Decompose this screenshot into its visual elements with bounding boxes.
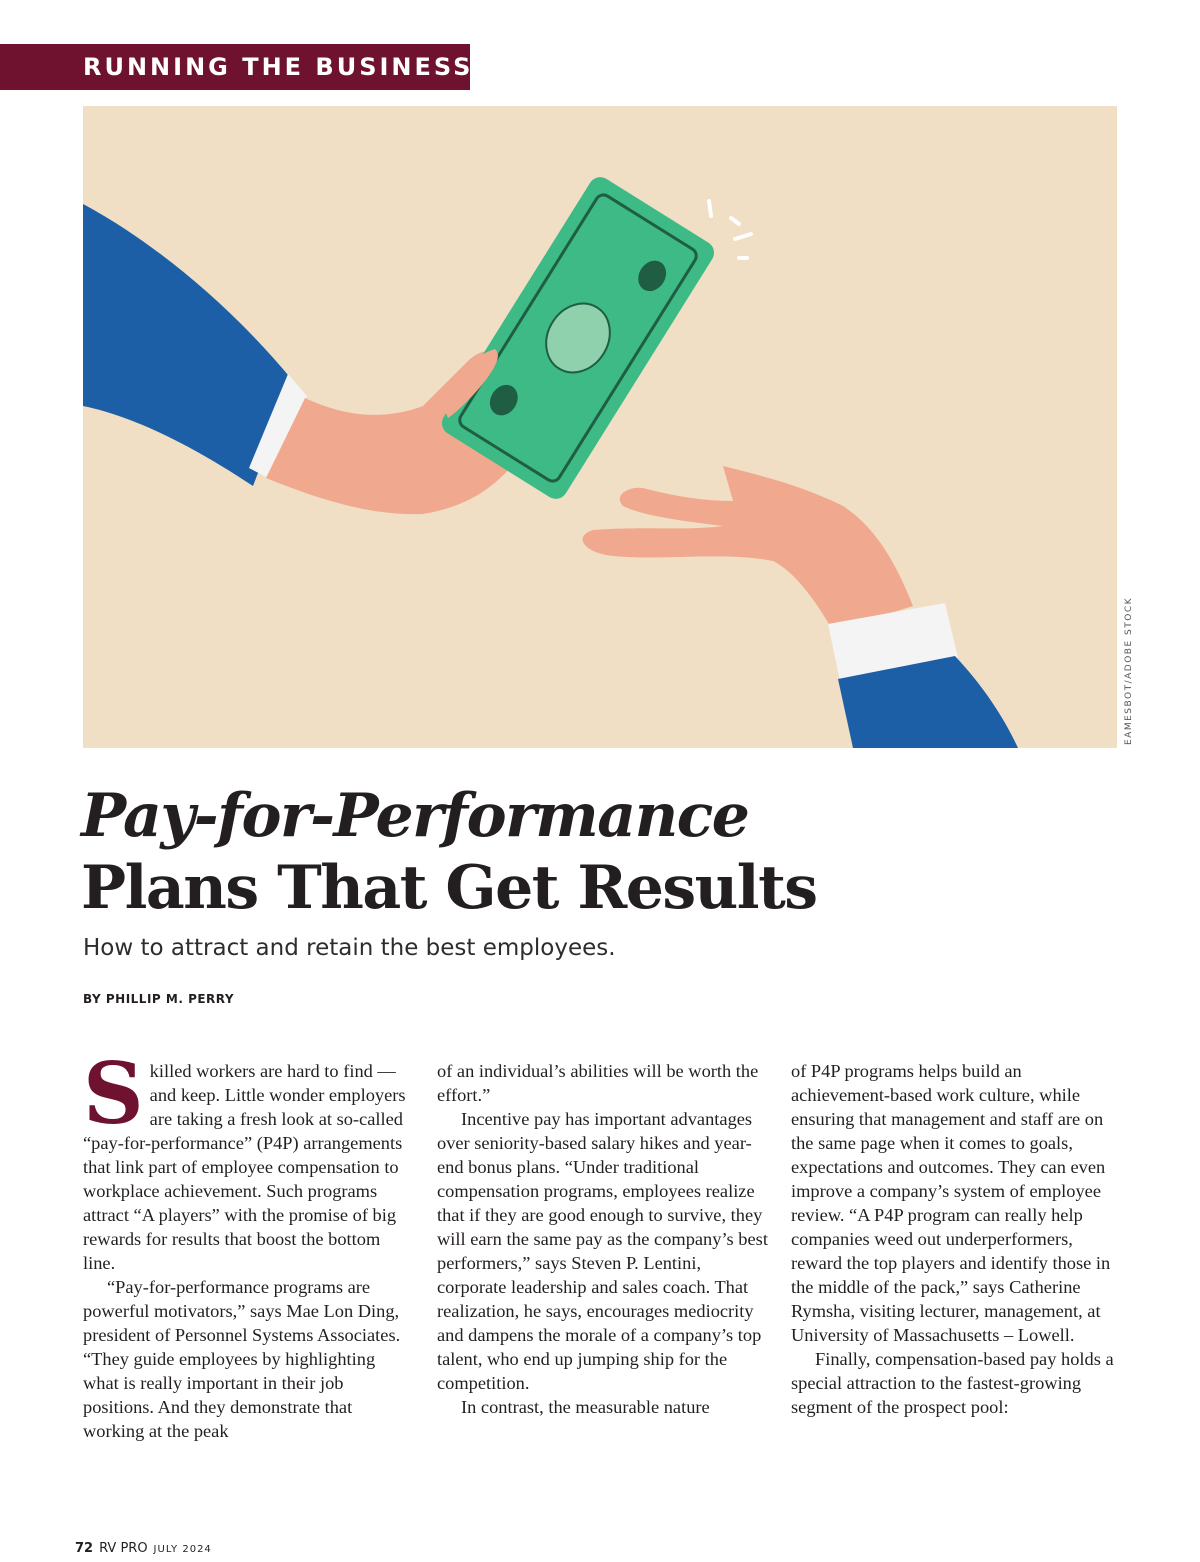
page-number: 72 [75, 1541, 94, 1556]
title-line-1: Pay-for-Performance [81, 781, 749, 851]
body-column-2 [437, 1059, 769, 1419]
paragraph-text: killed workers are hard to find — and keep. Little wonder employers are taking a fresh look at so-called “pay-for-performance” (P4P) arrangements that link part of employee compensation to workplace achievement. Such programs attract “A players” with the promise of big rewards for results that boost the bottom line. [83, 1061, 406, 1273]
body-column-1 [83, 1044, 415, 1443]
photo-credit: EAMESBOT/ADOBE STOCK [1124, 596, 1134, 745]
money-handoff-illustration [83, 106, 1117, 748]
paragraph [83, 1044, 415, 1275]
hero-illustration [83, 106, 1117, 748]
magazine-name: RV PRO [99, 1541, 148, 1556]
article-title [81, 780, 817, 924]
issue-date: JULY 2024 [153, 1544, 212, 1555]
body-column-3 [791, 1059, 1123, 1419]
paragraph: In contrast, the measurable nature [461, 1397, 710, 1417]
drop-cap: S [83, 1044, 144, 1143]
paragraph: “Pay-for-performance programs are powerful motivators,” says Mae Lon Ding, president of Personnel Systems Associates. “They guide employees by highlighting what is really important in their job positions. And they demonstrate that working at the peak [83, 1277, 401, 1441]
page-footer [75, 1541, 212, 1556]
paragraph: of P4P programs helps build an achievement-based work culture, while ensuring that management and staff are on the same page when it comes to goals, expectations and outcomes. They can even improve a company’s system of employee review. “A P4P program can really help companies weed out underperformers, reward the top players and identify those in the middle of the pack,” says Catherine Rymsha, visiting lecturer, management, at University of Massachusetts – Lowell. [791, 1061, 1111, 1345]
paragraph: of an individual’s abilities will be worth the effort.” [437, 1061, 759, 1105]
article-subtitle: How to attract and retain the best employees. [83, 935, 616, 961]
sparkle-icon [709, 201, 751, 258]
title-line-2: Plans That Get Results [81, 853, 817, 923]
paragraph: Incentive pay has important advantages over seniority-based salary hikes and year-end bonus plans. “Under traditional compensation programs, employees realize that if they are good enough to survive, they will earn the same pay as the company’s best performers,” says Steven P. Lentini, corporate leadership and sales coach. That realization, he says, encourages mediocrity and dampens the morale of a company’s top talent, who end up jumping ship for the competition. [437, 1109, 768, 1393]
paragraph: Finally, compensation-based pay holds a special attraction to the fastest-growing segment of the prospect pool: [791, 1349, 1114, 1417]
byline: BY PHILLIP M. PERRY [83, 992, 235, 1006]
section-label: RUNNING THE BUSINESS [0, 44, 470, 90]
right-hand [583, 466, 913, 631]
